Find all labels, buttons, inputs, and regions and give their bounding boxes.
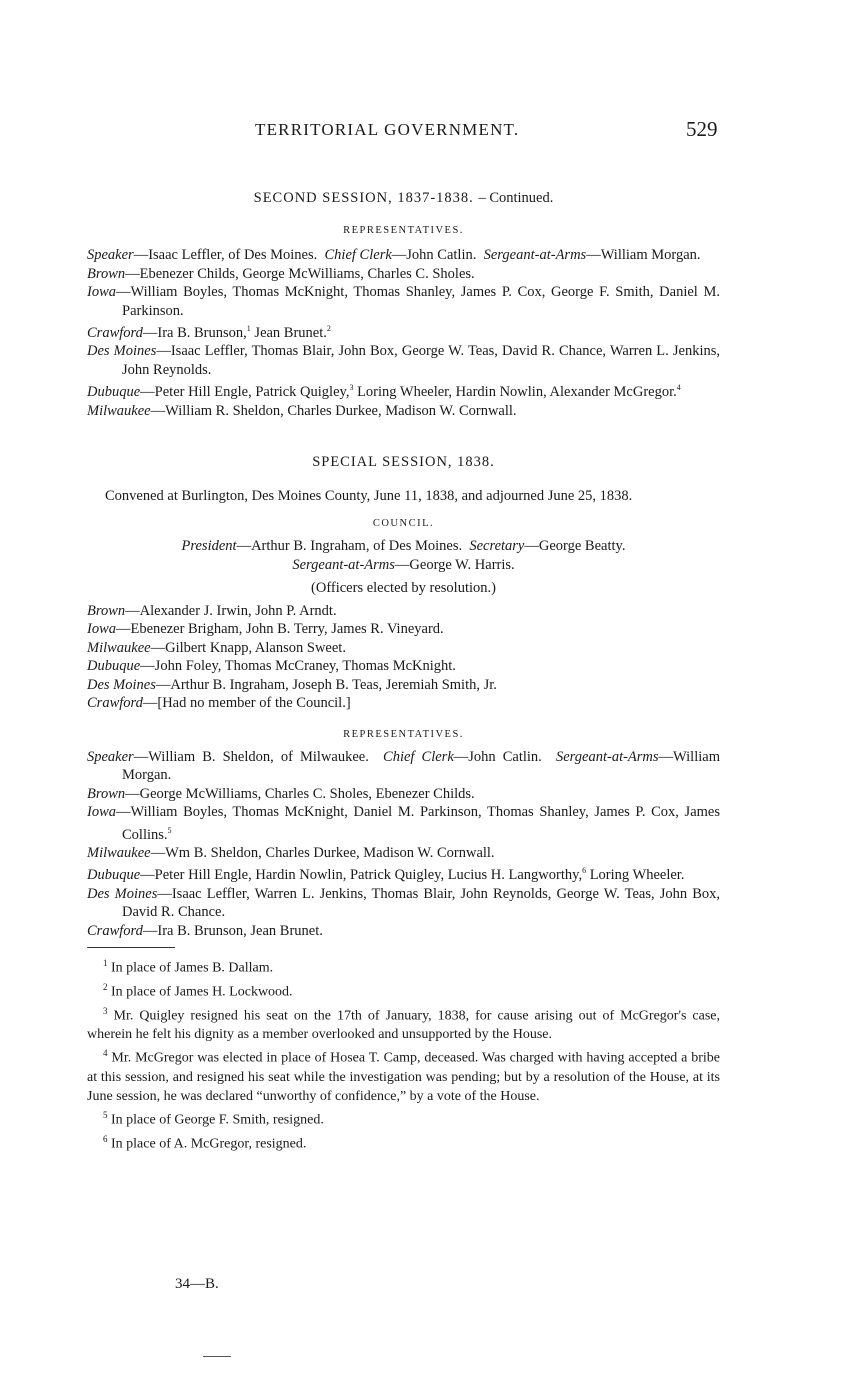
council-entry-iowa: Iowa—Ebenezer Brigham, John B. Terry, James R. Vineyard.: [87, 621, 444, 638]
special-member-entry-brown: Brown—George McWilliams, Charles C. Sholes, Ebenezer Childs.: [87, 785, 475, 802]
special-speaker-entry: Speaker—William B. Sheldon, of Milwaukee. Chief Clerk—John Catlin. Sergeant-at-Arms—William Morgan.: [87, 748, 720, 784]
special-representatives-heading: REPRESENTATIVES.: [343, 728, 464, 740]
footnote-ref: 2: [326, 324, 331, 333]
page-number: 529: [686, 117, 718, 141]
running-title: TERRITORIAL GOVERNMENT.: [255, 120, 520, 139]
special-member-entry-des-moines: Des Moines—Isaac Leffler, Warren L. Jenkins, Thomas Blair, John Reynolds, George W. Teas, John Box, David R. Chance.: [87, 885, 720, 921]
council-entry-brown: Brown—Alexander J. Irwin, John P. Arndt.: [87, 602, 337, 619]
special-member-entry-dubuque: Dubuque—Peter Hill Engle, Hardin Nowlin, Patrick Quigley, Lucius H. Langworthy,$^6$ Loring Wheeler.: [87, 866, 685, 884]
footnote-ref: 4: [676, 383, 681, 393]
footnote-ref: 5: [167, 825, 172, 835]
footnote-ref: 6: [582, 866, 587, 876]
council-heading: COUNCIL.: [372, 518, 435, 530]
footnote-6: $^6$ In place of A. McGregor, resigned.: [103, 1133, 307, 1152]
council-entry-milwaukee: Milwaukee—Gilbert Knapp, Alanson Sweet.: [87, 639, 346, 656]
section-heading-second-session: SECOND SESSION, 1837-1838. – Continued.: [253, 190, 554, 206]
speaker-entry: Speaker—Isaac Leffler, of Des Moines. Chief Clerk—John Catlin. Sergeant-at-Arms—William Morgan.: [87, 247, 701, 263]
council-entry-crawford: Crawford—[Had no member of the Council.]: [87, 695, 351, 712]
convened-paragraph: Convened at Burlington, Des Moines County, June 11, 1838, and adjourned June 25, 1838.: [105, 488, 633, 505]
council-entry-dubuque: Dubuque—John Foley, Thomas McCraney, Thomas McKnight.: [87, 658, 456, 675]
running-head: [0, 117, 859, 144]
member-entry-milwaukee: Milwaukee—William R. Sheldon, Charles Durkee, Madison W. Cornwall.: [87, 402, 517, 419]
member-entry-brown: Brown—Ebenezer Childs, George McWilliams, Charles C. Sholes.: [87, 265, 475, 282]
member-entry-dubuque: Dubuque—Peter Hill Engle, Patrick Quigley,$^3$ Loring Wheeler, Hardin Nowlin, Alexander McGregor.$^4$: [87, 383, 681, 401]
footnote-divider: [87, 947, 175, 948]
footnote-3: $^3$ Mr. Quigley resigned his seat on the 17th of January, 1838, for cause arising out of McGregor's case, wherein he felt his dignity as a member overlooked and unsupported by the House.: [87, 1005, 721, 1043]
special-member-entry-crawford: Crawford—Ira B. Brunson, Jean Brunet.: [87, 922, 323, 939]
member-entry-iowa: Iowa—William Boyles, Thomas McKnight, Thomas Shanley, James P. Cox, George F. Smith, Daniel M. Parkinson.: [87, 284, 720, 319]
footnote-ref: 3: [349, 383, 354, 393]
special-member-entry-iowa: Iowa—William Boyles, Thomas McKnight, Daniel M. Parkinson, Thomas Shanley, James P. Cox, James Collins.$^5$: [87, 804, 720, 843]
divider: [203, 1356, 231, 1357]
page-content: [87, 190, 720, 1153]
council-entry-des-moines: Des Moines—Arthur B. Ingraham, Joseph B. Teas, Jeremiah Smith, Jr.: [87, 676, 497, 693]
footnote-2: $^2$ In place of James H. Lockwood.: [103, 981, 293, 1000]
member-entry-des-moines: Des Moines—Isaac Leffler, Thomas Blair, John Box, George W. Teas, David R. Chance, Warren L. Jenkins, John Reynolds.: [87, 343, 720, 378]
special-member-entry-milwaukee: Milwaukee—Wm B. Sheldon, Charles Durkee, Madison W. Cornwall.: [87, 844, 495, 861]
member-entry-crawford: Crawford—Ira B. Brunson,$^1$ Jean Brunet.$^2$: [87, 324, 331, 341]
footnote-1: $^1$ In place of James B. Dallam.: [103, 958, 274, 976]
footnote-5: $^5$ In place of George F. Smith, resigned.: [103, 1109, 324, 1128]
officers-note: (Officers elected by resolution.): [311, 580, 496, 597]
section-heading-special-session: SPECIAL SESSION, 1838.: [312, 454, 495, 471]
president-entry: President—Arthur B. Ingraham, of Des Moines. Secretary—George Beatty. Sergeant-at-Arms—George W. Harris.: [181, 538, 626, 573]
footnote-ref: 1: [246, 324, 251, 333]
footnote-4: $^4$ Mr. McGregor was elected in place of Hosea T. Camp, deceased. Was charged with having accepted a bribe at this session, and resigned his seat while the investigation was pending; but by a resolution of the House, at its June session, he was declared “unworthy of confidence,” by a vote of the House.: [87, 1048, 721, 1104]
representatives-heading: REPRESENTATIVES.: [343, 225, 464, 236]
signature-mark: 34—B.: [175, 1276, 219, 1292]
continued-label: – Continued.: [478, 190, 554, 206]
